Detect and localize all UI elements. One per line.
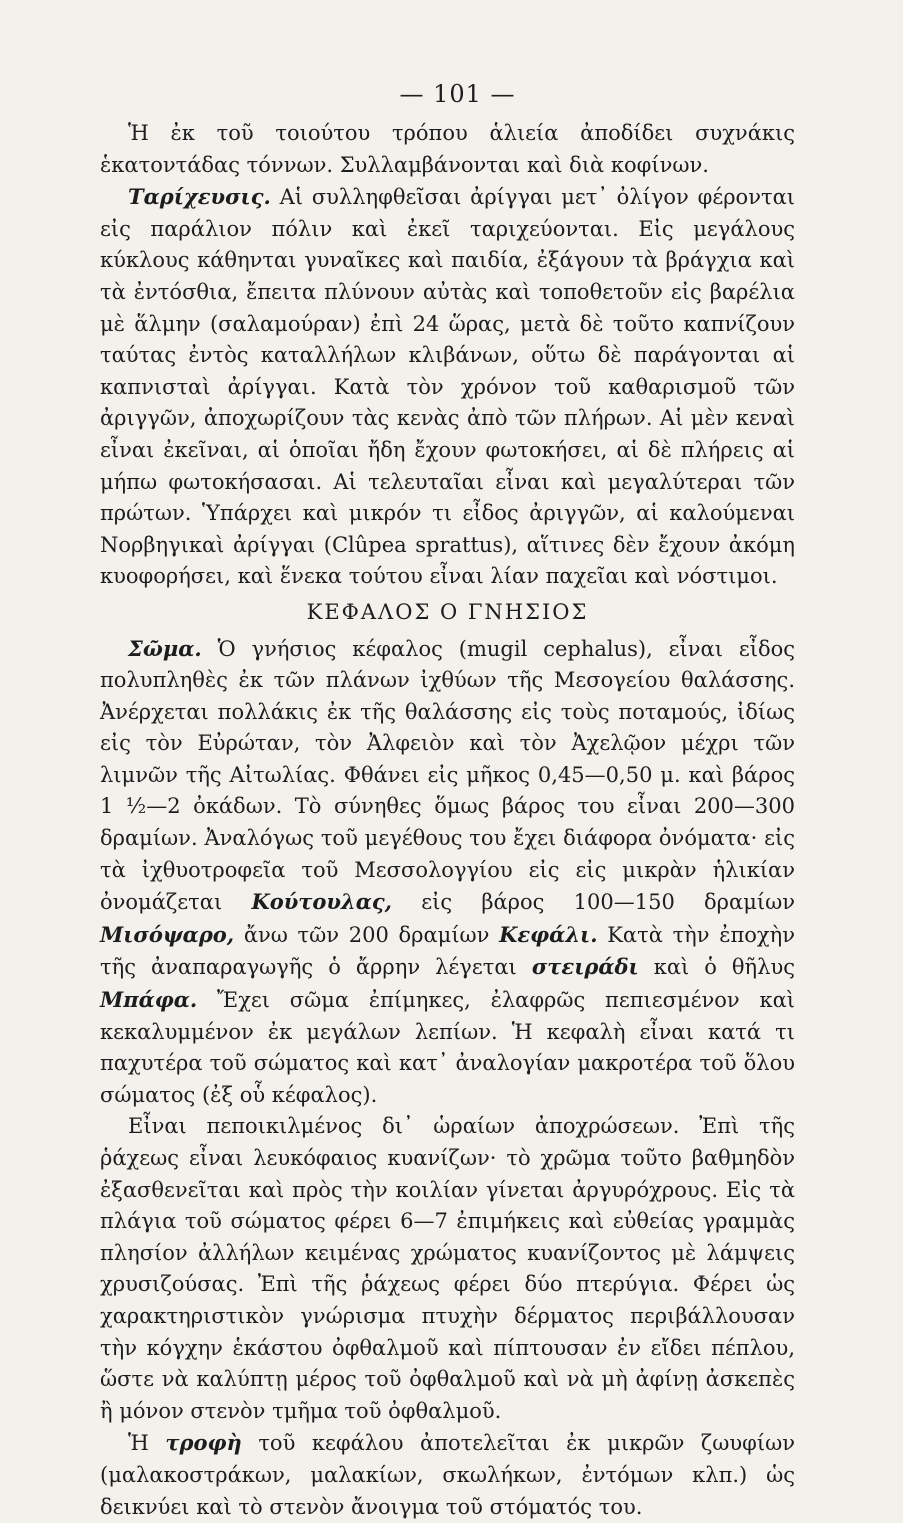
name-steiradi: στειράδι	[531, 954, 639, 980]
paragraph-fishing-yield: Ἡ ἐκ τοῦ τοιούτου τρόπου ἁλιεία ἀποδίδει συχνάκις ἑκατοντάδας τόννων. Συλλαμβάνονται καὶ διὰ κοφίνων.	[100, 121, 795, 177]
food-text-b: τοῦ κεφάλου ἀποτελεῖται ἐκ μικρῶν ζωυφίων (μαλακοστράκων, μαλακίων, σκωλήκων, ἐντόμων κλπ.) ὡς δεικνύει καὶ τὸ στενὸν ἄνοιγμα τοῦ στόματός του.	[100, 1431, 795, 1519]
salting-label: Ταρίχευσις.	[128, 184, 271, 210]
food-label: τροφὴ	[165, 1430, 242, 1456]
paragraph-body	[100, 633, 795, 1112]
paragraph-salting	[100, 181, 795, 593]
body-text-e: καὶ ὁ θῆλυς	[653, 955, 795, 980]
body-text-d: Κατὰ τὴν ἐποχὴν τῆς ἀναπαραγωγῆς ὁ ἄρρην λέγεται	[100, 922, 795, 980]
body-text-f: Ἔχει σῶμα ἐπίμηκες, ἐλαφρῶς πεπιεσμένον καὶ κεκαλυμμένον ἐκ μεγάλων λεπίων. Ἡ κεφαλὴ εἶναι κατά τι παχυτέρα τοῦ σώματος καὶ κατ᾽ ἀναλογίαν μακροτέρα τοῦ ὅλου σώματος (ἐξ οὗ κέφαλος).	[100, 988, 795, 1107]
body-text-c: ἄνω τῶν 200 δραμίων	[243, 922, 490, 947]
food-text-a: Ἡ	[128, 1431, 149, 1456]
section-heading: ΚΕΦΑΛΟΣ Ο ΓΝΗΣΙΟΣ	[306, 599, 589, 624]
salting-text: Αἱ συλληφθεῖσαι ἀρίγγαι μετ᾽ ὀλίγον φέρονται εἰς παράλιον πόλιν καὶ ἐκεῖ ταριχεύονται. Εἰς μεγάλους κύκλους κάθηνται γυναῖκες καὶ παιδία, ἐξάγουν τὰ βράγχια καὶ τὰ ἐντόσθια, ἔπειτα πλύνουν αὐτὰς καὶ τοποθετοῦν εἰς βαρέλια μὲ ἅλμην (σαλαμούραν) ἐπὶ 24 ὥρας, μετὰ δὲ τοῦτο καπνίζουν ταύτας ἐντὸς καταλλήλων κλιβάνων, οὕτω δὲ παράγονται αἱ καπνισταὶ ἀρίγγαι. Κατὰ τὸν χρόνον τοῦ καθαρισμοῦ τῶν ἀριγγῶν, ἀποχωρίζουν τὰς κενὰς ἀπὸ τῶν πλήρων. Αἱ μὲν κεναὶ εἶναι ἐκεῖναι, αἱ ὁποῖαι ἤδη ἔχουν φωτοκήσει, αἱ δὲ πλήρεις αἱ μήπω φωτοκήσασαι. Αἱ τελευταῖαι εἶναι καὶ μεγαλύτεραι τῶν πρώτων. Ὑπάρχει καὶ μικρόν τι εἶδος ἀριγγῶν, αἱ καλούμεναι Νορβηγικαὶ ἀρίγγαι (Clûpea sprattus), αἵτινες δὲν ἔχουν ἀκόμη κυοφορήσει, καὶ ἕνεκα τούτου εἶναι λίαν παχεῖαι καὶ νόστιμοι.	[100, 185, 795, 589]
body-text-a: Ὁ γνήσιος κέφαλος (mugil cephalus), εἶναι εἶδος πολυπληθὲς ἐκ τῶν πλάνων ἰχθύων τῆς Μεσογείου θαλάσσης. Ἀνέρχεται πολλάκις ἐκ τῆς θαλάσσης εἰς τοὺς ποταμούς, ἰδίως εἰς τὸν Εὐρώταν, τὸν Ἀλφειὸν καὶ τὸν Ἀχελῷον μέχρι τῶν λιμνῶν τῆς Αἰτωλίας. Φθάνει εἰς μῆκος 0,45—0,50 μ. καὶ βάρος 1 ½—2 ὀκάδων. Τὸ σύνηθες ὅμως βάρος του εἶναι 200—300 δραμίων. Ἀναλόγως τοῦ μεγέθους του ἔχει διάφορα ὀνόματα· εἰς τὰ ἰχθυοτροφεῖα τοῦ Μεσσολογγίου εἰς εἰς μικρὰν ἡλικίαν ὀνομάζεται	[100, 636, 795, 915]
name-kefali: Κεφάλι.	[499, 921, 598, 947]
name-koutoulas: Κούτουλας,	[251, 889, 392, 915]
body-text-b: εἰς βάρος 100—150 δραμίων	[421, 890, 795, 915]
paragraph-food	[100, 1427, 795, 1523]
name-bafa: Μπάφα.	[100, 987, 198, 1013]
name-misopsaro: Μισόψαρο,	[100, 921, 235, 947]
body-label: Σῶμα.	[128, 635, 202, 661]
page-number: — 101 —	[399, 80, 516, 108]
paragraph-coloration: Εἶναι πεποικιλμένος δι᾽ ὡραίων ἀποχρώσεων. Ἐπὶ τῆς ῥάχεως εἶναι λευκόφαιος κυανίζων· τὸ χρῶμα τοῦτο βαθμηδὸν ἐξασθενεῖται καὶ πρὸς τὴν κοιλίαν γίνεται ἀργυρόχρους. Εἰς τὰ πλάγια τοῦ σώματος φέρει 6—7 ἐπιμήκεις καὶ εὐθείας γραμμὰς πλησίον ἀλλήλων κειμένας χρώματος κυανίζοντος μὲ λάμψεις χρυσιζούσας. Ἐπὶ τῆς ῥάχεως φέρει δύο πτερύγια. Φέρει ὡς χαρακτηριστικὸν γνώρισμα πτυχὴν δέρματος περιβάλλουσαν τὴν κόγχην ἑκάστου ὀφθαλμοῦ καὶ πίπτουσαν ἐν εἴδει πέπλου, ὥστε νὰ καλύπτῃ μέρος τοῦ ὀφθαλμοῦ καὶ νὰ μὴ ἀφίνῃ ἀσκεπὲς ἢ μόνον στενὸν τμῆμα τοῦ ὀφθαλμοῦ.	[100, 1114, 795, 1423]
